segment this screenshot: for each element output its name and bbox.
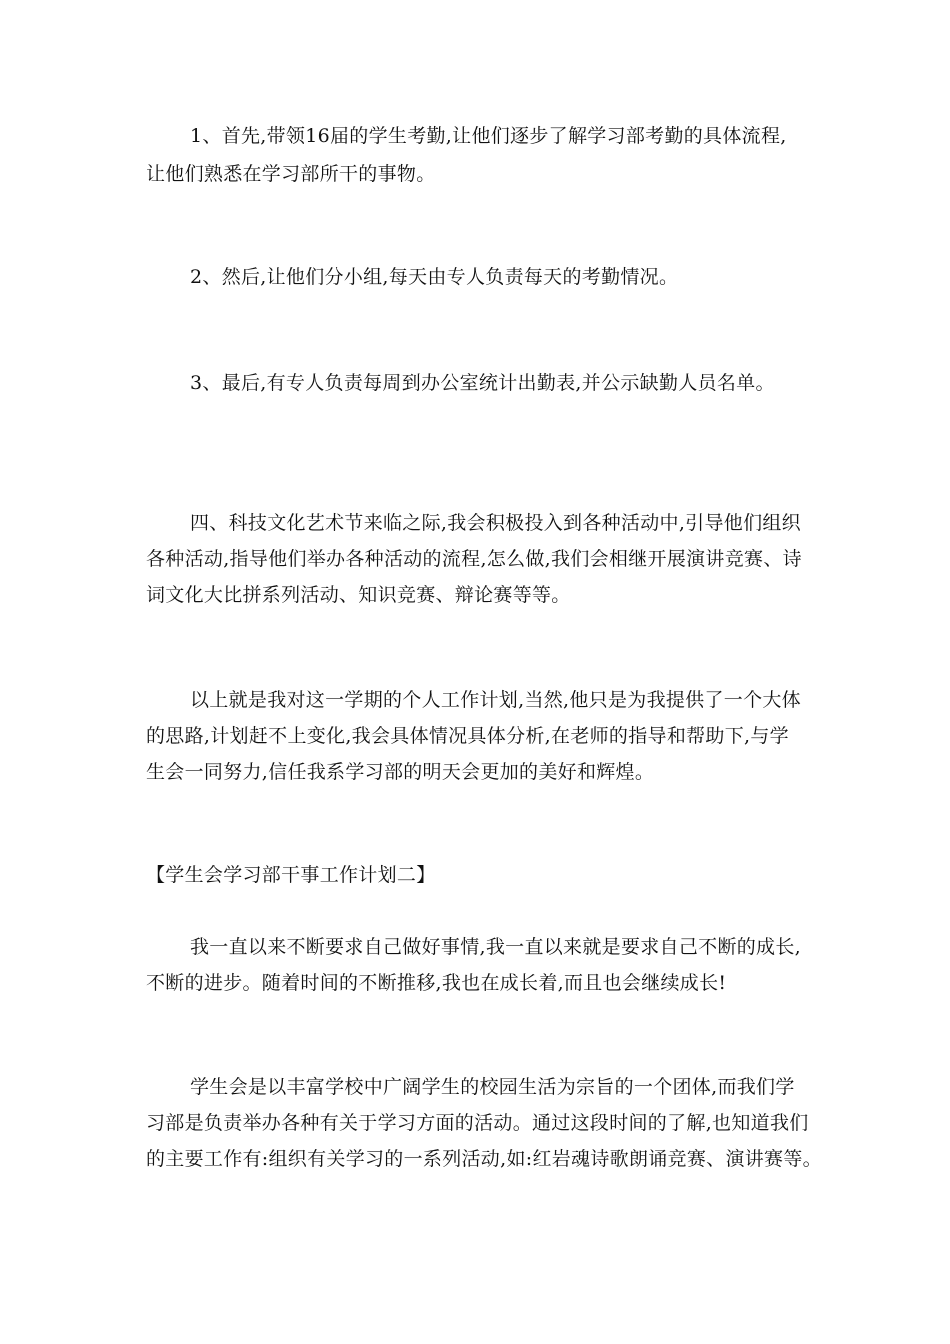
paragraph-5-line-3: 生会一同努力,信任我系学习部的明天会更加的美好和辉煌。 — [146, 761, 655, 783]
paragraph-3-line-1: 3、最后,有专人负责每周到办公室统计出勤表,并公示缺勤人员名单。 — [190, 372, 775, 394]
paragraph-1-line-1: 1、首先,带领16届的学生考勤,让他们逐步了解学习部考勤的具体流程, — [190, 125, 787, 147]
paragraph-4-line-1: 四、科技文化艺术节来临之际,我会积极投入到各种活动中,引导他们组织 — [190, 512, 801, 534]
paragraph-1-line-2: 让他们熟悉在学习部所干的事物。 — [146, 163, 436, 185]
paragraph-4-line-2: 各种活动,指导他们举办各种活动的流程,怎么做,我们会相继开展演讲竞赛、诗 — [146, 548, 802, 570]
paragraph-5-line-1: 以上就是我对这一学期的个人工作计划,当然,他只是为我提供了一个大体 — [190, 689, 801, 711]
paragraph-6-line-1: 我一直以来不断要求自己做好事情,我一直以来就是要求自己不断的成长, — [190, 936, 801, 958]
paragraph-7-line-2: 习部是负责举办各种有关于学习方面的活动。通过这段时间的了解,也知道我们 — [146, 1112, 809, 1134]
paragraph-5-line-2: 的思路,计划赶不上变化,我会具体情况具体分析,在老师的指导和帮助下,与学 — [146, 725, 789, 747]
paragraph-7-line-3: 的主要工作有:组织有关学习的一系列活动,如:红岩魂诗歌朗诵竞赛、演讲赛等。 — [146, 1148, 822, 1170]
section-heading: 【学生会学习部干事工作计划二】 — [146, 864, 436, 886]
paragraph-4-line-3: 词文化大比拼系列活动、知识竞赛、辩论赛等等。 — [146, 584, 571, 606]
paragraph-6-line-2: 不断的进步。随着时间的不断推移,我也在成长着,而且也会继续成长! — [146, 972, 727, 994]
paragraph-2-line-1: 2、然后,让他们分小组,每天由专人负责每天的考勤情况。 — [190, 266, 679, 288]
paragraph-7-line-1: 学生会是以丰富学校中广阔学生的校园生活为宗旨的一个团体,而我们学 — [190, 1076, 795, 1098]
